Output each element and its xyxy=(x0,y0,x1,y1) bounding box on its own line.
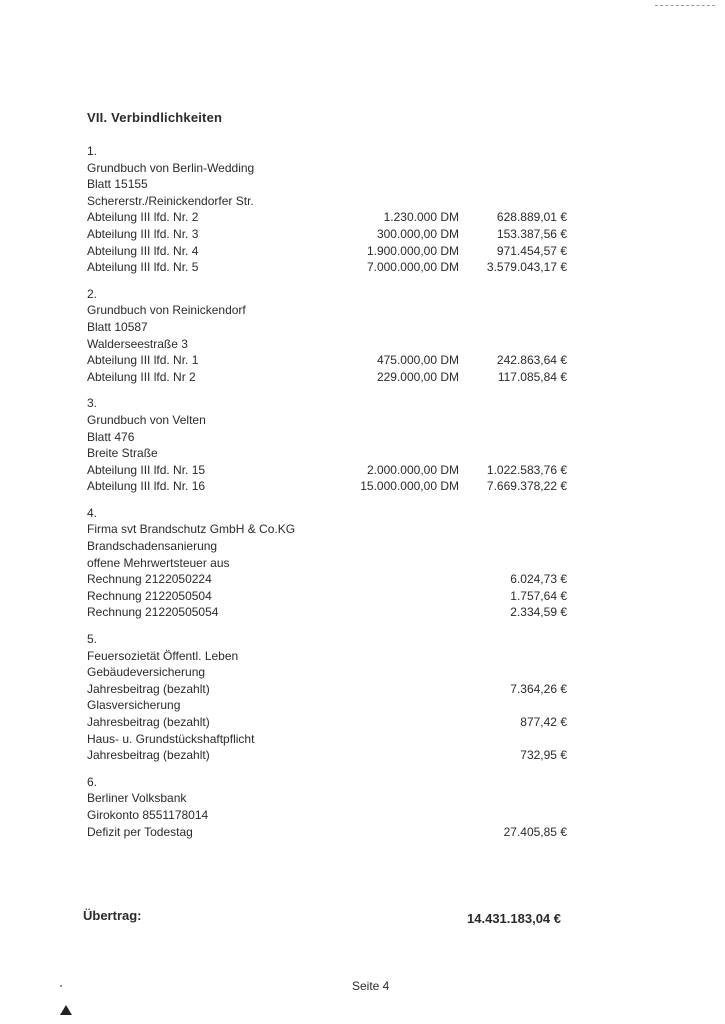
liability-line xyxy=(87,243,567,260)
line-label: Rechnung 2122050224 xyxy=(87,572,212,587)
line-label: Rechnung 21220505054 xyxy=(87,605,219,620)
liability-line xyxy=(87,193,567,210)
line-label: Abteilung III lfd. Nr 2 xyxy=(87,369,196,384)
line-label: Blatt 10587 xyxy=(87,319,148,334)
amount-eur: 877,42 € xyxy=(520,715,567,729)
section-number xyxy=(87,631,567,648)
page-number: Seite 4 xyxy=(352,979,390,993)
liability-line xyxy=(87,445,567,462)
line-label: Rechnung 2122050504 xyxy=(87,588,212,603)
line-label: Abteilung III lfd. Nr. 5 xyxy=(87,260,199,275)
line-label: Grundbuch von Berlin-Wedding xyxy=(87,160,255,175)
line-label: Abteilung III lfd. Nr. 3 xyxy=(87,226,199,241)
section-number xyxy=(87,143,567,160)
amount-dm: 229.000,00 DM xyxy=(376,369,459,384)
liability-line xyxy=(87,209,567,226)
liability-line xyxy=(87,369,567,386)
line-label: Feuersozietät Öffentl. Leben xyxy=(87,648,239,663)
liability-line xyxy=(87,731,567,748)
amount-eur: 1.757,64 € xyxy=(510,588,567,603)
liability-line xyxy=(87,429,567,446)
section-number-text: 2. xyxy=(87,286,98,301)
liability-line xyxy=(87,604,567,621)
section-number xyxy=(87,286,567,303)
line-label: Glasversicherung xyxy=(87,698,181,713)
section-number-text: 3. xyxy=(87,396,98,411)
amount-eur: 628.889,01 € xyxy=(496,210,567,225)
amount-dm: 300.000,00 DM xyxy=(376,226,459,241)
liability-line xyxy=(87,462,567,479)
liability-line xyxy=(87,336,567,353)
line-label: Gebäudeversicherung xyxy=(87,665,206,680)
liability-section xyxy=(87,505,567,621)
liability-line xyxy=(87,160,567,177)
amount-eur: 153.387,56 € xyxy=(496,226,567,241)
amount-dm: 1.900.000,00 DM xyxy=(366,243,459,258)
liability-line xyxy=(87,807,567,824)
liability-line xyxy=(87,319,567,336)
amount-dm: 2.000.000,00 DM xyxy=(366,462,459,477)
amount-eur: 971.454,57 € xyxy=(496,243,567,258)
liability-section xyxy=(87,143,567,276)
liability-line xyxy=(87,478,567,495)
line-label: Abteilung III lfd. Nr. 4 xyxy=(87,243,199,258)
line-label: Schererstr./Reinickendorfer Str. xyxy=(87,193,254,208)
section-number-text: 4. xyxy=(87,505,98,520)
amount-eur: 7.364,26 € xyxy=(510,681,567,696)
line-label: Brandschadensanierung xyxy=(87,539,218,554)
line-label: Haus- u. Grundstückshaftpflicht xyxy=(87,731,255,746)
liability-line xyxy=(87,259,567,276)
amount-eur: 117.085,84 € xyxy=(497,369,567,384)
amount-dm: 475.000,00 DM xyxy=(376,353,459,368)
line-label: Jahresbeitrag (bezahlt) xyxy=(87,681,210,696)
line-label: Blatt 476 xyxy=(87,429,135,444)
amount-eur: 732,95 € xyxy=(520,748,567,763)
liability-section xyxy=(87,395,567,495)
section-number-text: 1. xyxy=(87,144,98,158)
liability-line xyxy=(87,521,567,538)
scan-artifact xyxy=(655,5,715,8)
liability-line xyxy=(87,176,567,193)
liability-line xyxy=(87,747,567,764)
line-label: Grundbuch von Reinickendorf xyxy=(87,303,246,318)
amount-eur: 6.024,73 € xyxy=(510,572,567,587)
amount-eur: 242.863,64 € xyxy=(496,353,567,368)
liability-line xyxy=(87,352,567,369)
line-label: Defizit per Todestag xyxy=(87,824,193,839)
line-label: Girokonto 8551178014 xyxy=(87,807,209,822)
liability-line xyxy=(87,714,567,731)
line-label: Berliner Volksbank xyxy=(87,791,187,806)
liability-line xyxy=(87,302,567,319)
liability-line xyxy=(87,555,567,572)
amount-dm: 7.000.000,00 DM xyxy=(366,260,459,275)
liability-line xyxy=(87,538,567,555)
line-label: Abteilung III lfd. Nr. 15 xyxy=(87,462,206,477)
line-label: Blatt 15155 xyxy=(87,177,148,192)
liability-line xyxy=(87,824,567,841)
liability-line xyxy=(87,681,567,698)
section-number xyxy=(87,774,567,791)
line-label: Firma svt Brandschutz GmbH & Co.KG xyxy=(87,522,296,537)
amount-eur: 1.022.583,76 € xyxy=(486,462,567,477)
carry-over-value: 14.431.183,04 € xyxy=(467,911,561,926)
section-heading: VII. Verbindlichkeiten xyxy=(87,110,223,125)
liability-line xyxy=(87,790,567,807)
line-label: Abteilung III lfd. Nr. 1 xyxy=(87,353,199,368)
section-number xyxy=(87,395,567,412)
liability-line xyxy=(87,588,567,605)
liability-section xyxy=(87,286,567,386)
amount-eur: 2.334,59 € xyxy=(510,605,567,620)
triangle-mark-icon xyxy=(60,1005,72,1015)
amount-dm: 15.000.000,00 DM xyxy=(360,479,459,494)
amount-eur: 3.579.043,17 € xyxy=(486,260,567,275)
liability-line xyxy=(87,697,567,714)
liability-section xyxy=(87,631,567,764)
scan-artifact-dot xyxy=(60,985,62,987)
liability-section xyxy=(87,774,567,840)
liability-line xyxy=(87,412,567,429)
line-label: Abteilung III lfd. Nr. 2 xyxy=(87,210,199,225)
carry-over-row xyxy=(83,908,561,926)
amount-dm: 1.230.000 DM xyxy=(383,210,459,225)
line-label: Jahresbeitrag (bezahlt) xyxy=(87,715,210,729)
line-label: Jahresbeitrag (bezahlt) xyxy=(87,748,210,763)
line-label: offene Mehrwertsteuer aus xyxy=(87,555,230,570)
amount-eur: 27.405,85 € xyxy=(503,824,567,839)
liability-line xyxy=(87,571,567,588)
line-label: Abteilung III lfd. Nr. 16 xyxy=(87,479,206,494)
line-label: Walderseestraße 3 xyxy=(87,336,188,351)
carry-over-label: Übertrag: xyxy=(83,908,142,923)
liabilities-list xyxy=(87,143,567,850)
line-label: Breite Straße xyxy=(87,446,158,461)
section-number-text: 5. xyxy=(87,632,98,647)
section-number-text: 6. xyxy=(87,774,98,789)
liability-line xyxy=(87,648,567,665)
liability-line xyxy=(87,664,567,681)
amount-eur: 7.669.378,22 € xyxy=(486,479,567,494)
liability-line xyxy=(87,226,567,243)
line-label: Grundbuch von Velten xyxy=(87,412,206,427)
section-number xyxy=(87,505,567,522)
